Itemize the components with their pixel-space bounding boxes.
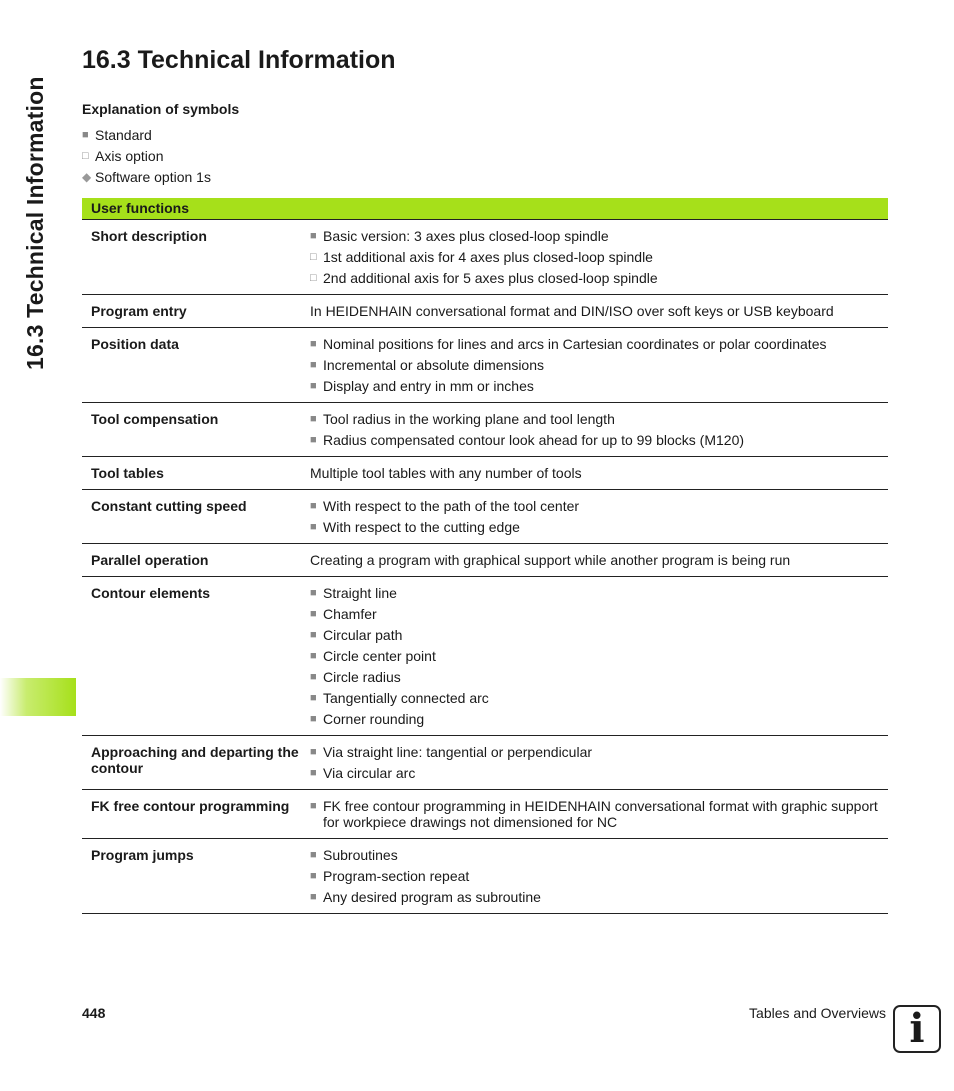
row-label: Program entry [91, 303, 187, 319]
list-item [310, 552, 888, 568]
bullet-icon: ■ [310, 671, 317, 683]
item-text: Circle radius [323, 669, 401, 685]
bullet-icon: ■ [310, 380, 317, 392]
list-item [310, 889, 888, 905]
symbol-legend [82, 127, 211, 190]
item-text: With respect to the path of the tool center [323, 498, 580, 514]
table-row [82, 328, 888, 403]
list-item [310, 798, 888, 830]
row-content [310, 552, 888, 568]
item-text: Tangentially connected arc [323, 690, 489, 706]
item-text: Any desired program as subroutine [323, 889, 541, 905]
list-item [310, 711, 888, 727]
row-content [310, 465, 888, 481]
table-row [82, 577, 888, 736]
item-text: Via circular arc [323, 765, 416, 781]
bullet-icon: ■ [310, 521, 317, 533]
list-item [310, 669, 888, 685]
bullet-icon: ■ [310, 767, 317, 779]
list-item [310, 432, 888, 448]
axis-option-icon: □ [310, 251, 317, 263]
legend-symbol-icon: ■ [82, 129, 89, 141]
list-item [310, 519, 888, 535]
item-text: FK free contour programming in HEIDENHAIN conversational format with graphic support for workpiece drawings not dimensioned for NC [323, 798, 878, 830]
bullet-icon: ■ [310, 800, 317, 812]
row-label: Short description [91, 228, 207, 244]
table-row [82, 220, 888, 295]
table-row [82, 839, 888, 914]
item-text: Multiple tool tables with any number of tools [310, 465, 582, 481]
table-row [82, 544, 888, 577]
row-label: Approaching and departing the contour [91, 744, 299, 776]
item-text: Subroutines [323, 847, 398, 863]
list-item [310, 378, 888, 394]
legend-label: Software option 1s [95, 169, 211, 185]
page-number: 448 [82, 1005, 106, 1021]
item-text: With respect to the cutting edge [323, 519, 520, 535]
row-content [310, 744, 888, 781]
legend-symbol-icon: □ [82, 150, 89, 162]
list-item [310, 336, 888, 352]
bullet-icon: ■ [310, 587, 317, 599]
info-icon-glyph: i [909, 1005, 925, 1052]
row-content [310, 847, 888, 905]
item-text: Basic version: 3 axes plus closed-loop spindle [323, 228, 609, 244]
bullet-icon: ■ [310, 434, 317, 446]
item-text: Tool radius in the working plane and tool length [323, 411, 615, 427]
list-item [310, 690, 888, 706]
item-text: 1st additional axis for 4 axes plus closed-loop spindle [323, 249, 653, 265]
table-row [82, 295, 888, 328]
item-text: In HEIDENHAIN conversational format and DIN/ISO over soft keys or USB keyboard [310, 303, 834, 319]
bullet-icon: ■ [310, 870, 317, 882]
item-text: Nominal positions for lines and arcs in Cartesian coordinates or polar coordinates [323, 336, 827, 352]
row-content [310, 303, 888, 319]
legend-symbol-icon: ◆ [82, 170, 92, 184]
list-item [310, 465, 888, 481]
item-text: 2nd additional axis for 5 axes plus closed-loop spindle [323, 270, 658, 286]
bullet-icon: ■ [310, 500, 317, 512]
list-item [310, 868, 888, 884]
side-section-title: 16.3 Technical Information [22, 76, 48, 370]
list-item [310, 847, 888, 863]
bullet-icon: ■ [310, 650, 317, 662]
legend-item [82, 169, 211, 190]
row-label: FK free contour programming [91, 798, 290, 814]
table-row [82, 490, 888, 544]
list-item [310, 303, 888, 319]
bullet-icon: ■ [310, 746, 317, 758]
row-content [310, 411, 888, 448]
legend-heading: Explanation of symbols [82, 101, 240, 117]
item-text: Chamfer [323, 606, 377, 622]
item-text: Corner rounding [323, 711, 425, 727]
row-label: Tool compensation [91, 411, 219, 427]
list-item [310, 627, 888, 643]
row-label: Tool tables [91, 465, 164, 481]
list-item [310, 648, 888, 664]
table-body [82, 220, 888, 914]
table-header: User functions [82, 198, 888, 220]
legend-label: Axis option [95, 148, 164, 164]
footer-section-title: Tables and Overviews [749, 1005, 886, 1021]
list-item [310, 765, 888, 781]
row-content [310, 228, 888, 286]
row-label: Constant cutting speed [91, 498, 247, 514]
legend-item [82, 127, 211, 148]
list-item [310, 249, 888, 265]
list-item [310, 606, 888, 622]
item-text: Circle center point [323, 648, 436, 664]
bullet-icon: ■ [310, 413, 317, 425]
table-row [82, 457, 888, 490]
item-text: Circular path [323, 627, 403, 643]
item-text: Creating a program with graphical support while another program is being run [310, 552, 791, 568]
table-row [82, 790, 888, 839]
list-item [310, 585, 888, 601]
item-text: Via straight line: tangential or perpendicular [323, 744, 593, 760]
bullet-icon: ■ [310, 359, 317, 371]
list-item [310, 744, 888, 760]
list-item [310, 357, 888, 373]
row-content [310, 498, 888, 535]
bullet-icon: ■ [310, 692, 317, 704]
row-label: Contour elements [91, 585, 211, 601]
bullet-icon: ■ [310, 608, 317, 620]
item-text: Straight line [323, 585, 397, 601]
bullet-icon: ■ [310, 891, 317, 903]
table-row [82, 403, 888, 457]
page-title: 16.3 Technical Information [82, 46, 396, 74]
user-functions-table [82, 198, 888, 914]
list-item [310, 498, 888, 514]
bullet-icon: ■ [310, 230, 317, 242]
item-text: Radius compensated contour look ahead for up to 99 blocks (M120) [323, 432, 745, 448]
row-content [310, 585, 888, 727]
info-icon [893, 1005, 941, 1053]
row-content [310, 798, 888, 830]
list-item [310, 411, 888, 427]
row-label: Program jumps [91, 847, 194, 863]
item-text: Incremental or absolute dimensions [323, 357, 545, 373]
row-label: Position data [91, 336, 179, 352]
chapter-tab-marker [0, 678, 76, 716]
bullet-icon: ■ [310, 338, 317, 350]
list-item [310, 228, 888, 244]
table-row [82, 736, 888, 790]
bullet-icon: ■ [310, 629, 317, 641]
bullet-icon: ■ [310, 849, 317, 861]
axis-option-icon: □ [310, 272, 317, 284]
list-item [310, 270, 888, 286]
row-content [310, 336, 888, 394]
legend-item [82, 148, 211, 169]
row-label: Parallel operation [91, 552, 209, 568]
item-text: Program-section repeat [323, 868, 470, 884]
bullet-icon: ■ [310, 713, 317, 725]
item-text: Display and entry in mm or inches [323, 378, 534, 394]
legend-label: Standard [95, 127, 152, 143]
